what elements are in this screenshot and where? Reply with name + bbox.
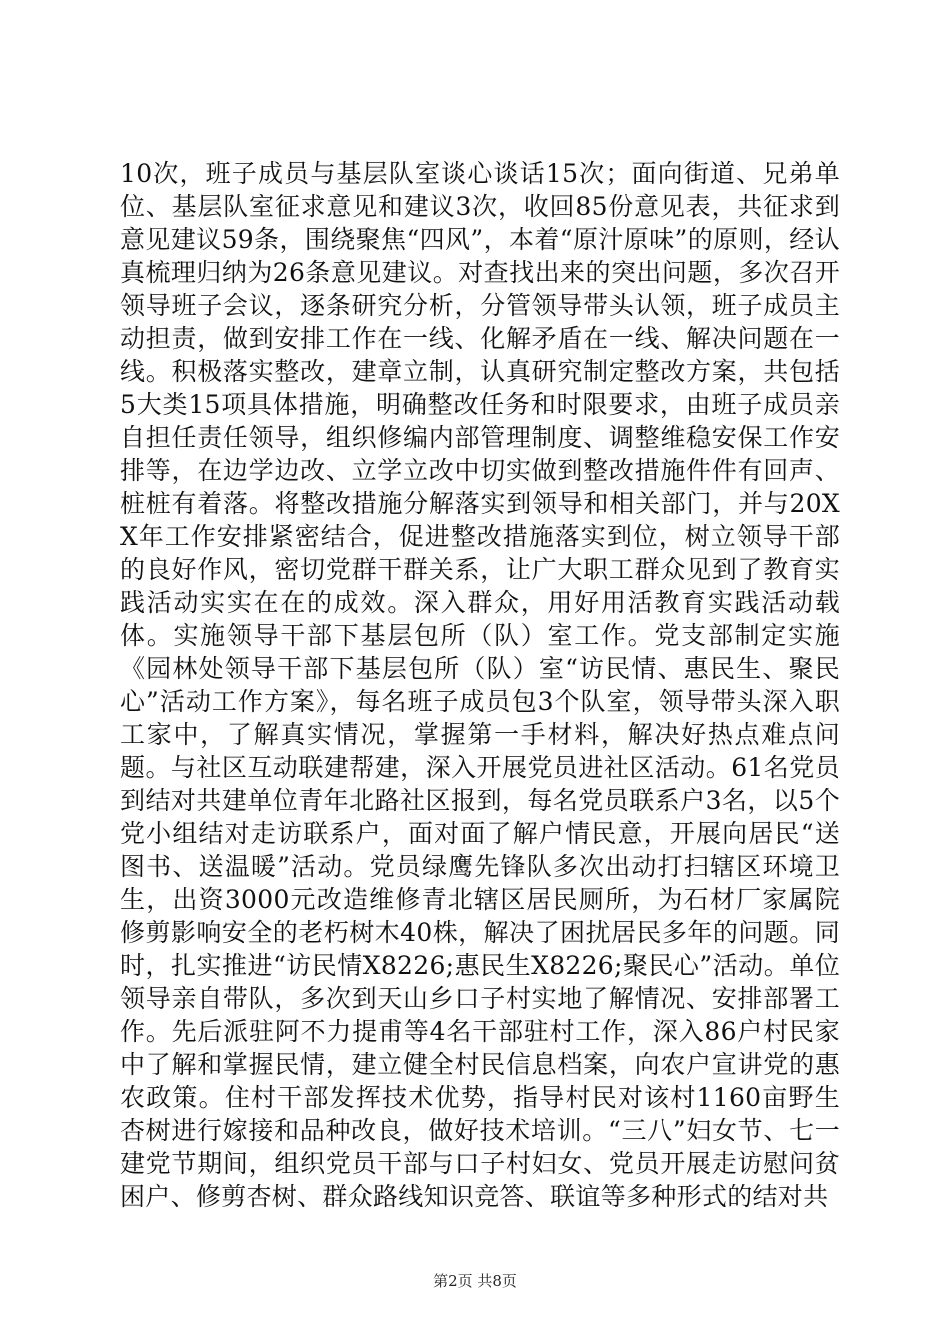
body-paragraph: 10次，班子成员与基层队室谈心谈话15次；面向街道、兄弟单位、基层队室征求意见和建议3次，收回85份意见表，共征求到意见建议59条，围绕聚焦“四风”，本着“原汁原味”的原则，经认真梳理归纳为26条意见建议。对查找出来的突出问题，多次召开领导班子会议，逐条研究分析，分管领导带头认领，班子成员主动担责，做到安排工作在一线、化解矛盾在一线、解决问题在一线。积极落实整改，建章立制，认真研究制定整改方案，共包括5大类15项具体措施，明确整改任务和时限要求，由班子成员亲自担任责任领导，组织修编内部管理制度、调整维稳安保工作安排等，在边学边改、立学立改中切实做到整改措施件件有回声、桩桩有着落。将整改措施分解落实到领导和相关部门，并与20XX年工作安排紧密结合，促进整改措施落实到位，树立领导干部的良好作风，密切党群干群关系，让广大职工群众见到了教育实践活动实实在在的成效。深入群众，用好用活教育实践活动载体。实施领导干部下基层包所（队）室工作。党支部制定实施《园林处领导干部下基层包所（队）室“访民情、惠民生、聚民心”活动工作方案》，每名班子成员包3个队室，领导带头深入职工家中，了解真实情况，掌握第一手材料，解决好热点难点问题。与社区互动联建帮建，深入开展党员进社区活动。61名党员到结对共建单位青年北路社区报到，每名党员联系户3名，以5个党小组结对走访联系户，面对面了解户情民意，开展向居民“送图书、送温暖”活动。党员绿鹰先锋队多次出动打扫辖区环境卫生，出资3000元改造维修青北辖区居民厕所，为石材厂家属院修剪影响安全的老朽树木40株，解决了困扰居民多年的问题。同时，扎实推进“访民情X8226;惠民生X8226;聚民心”活动。单位领导亲自带队，多次到天山乡口子村实地了解情况、安排部署工作。先后派驻阿不力提甫等4名干部驻村工作，深入86户村民家中了解和掌握民情，建立健全村民信息档案，向农户宣讲党的惠农政策。住村干部发挥技术优势，指导村民对该村1160亩野生杏树进行嫁接和品种改良，做好技术培训。“三八”妇女节、七一建党节期间，组织党员干部与口子村妇女、党员开展走访慰问贫困户、修剪杏树、群众路线知识竞答、联谊等多种形式的结对共 (120, 159, 840, 1211)
page-footer: 第2页 共8页 (433, 1272, 517, 1290)
